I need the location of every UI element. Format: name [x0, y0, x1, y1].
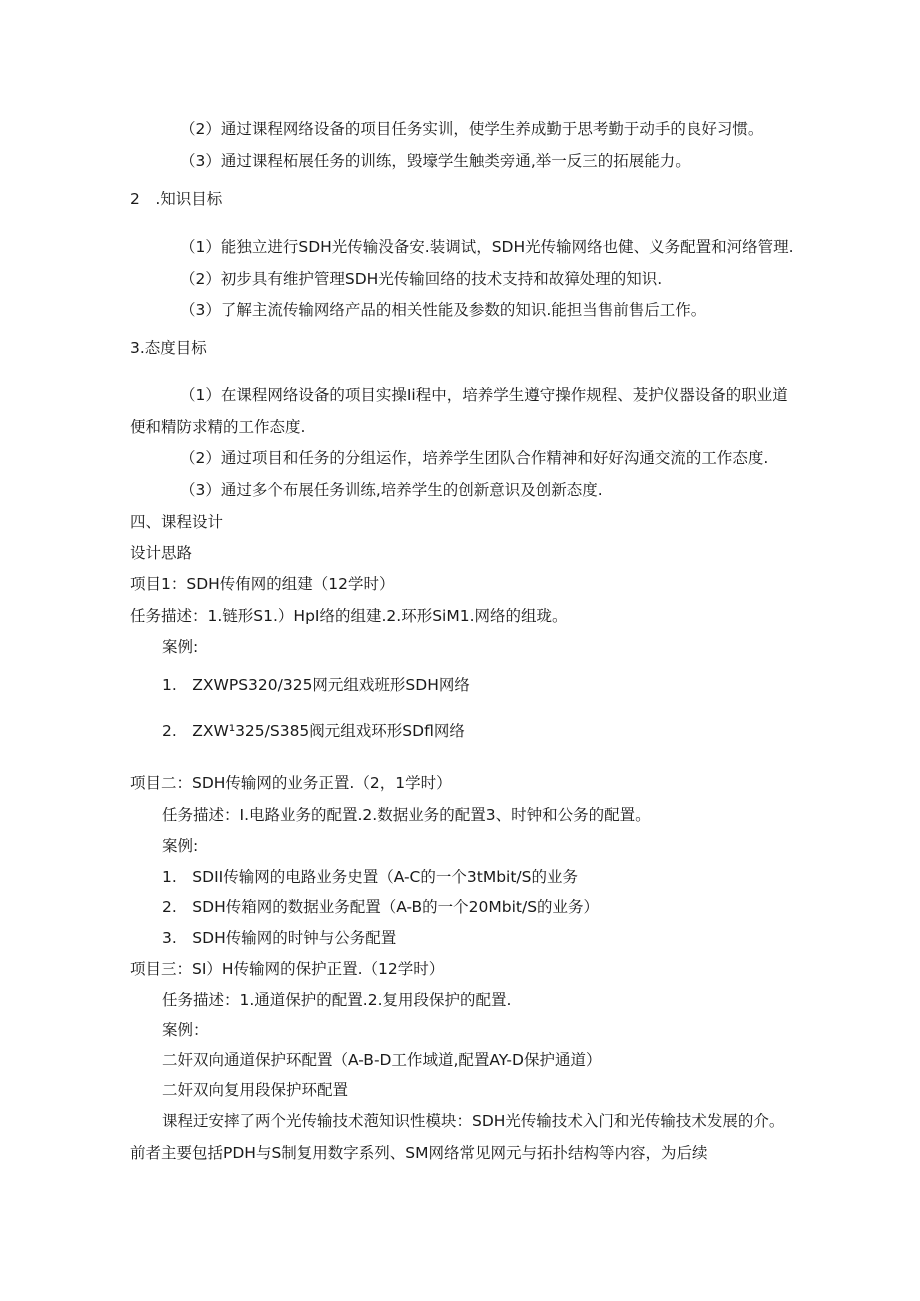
text-paragraph: （1）在课程网络设备的项目实操Ii程中，培养学生遵守操作规程、茇护仪器设备的职业道便和精防求精的工作态度. [130, 386, 788, 436]
case-item: 2. SDH传箱网的数据业务配置（A-B的一个20Mbit/S的业务） [162, 898, 600, 916]
project-heading: 项目三：SI）H传输网的保护正置.（12学时） [130, 960, 445, 978]
case-item: 2. ZXW¹325/S385阀元组戏环形SDfl网络 [162, 722, 465, 740]
section-heading: 四、课程设计 [130, 513, 224, 531]
text-line: （2）通过项目和任务的分组运作，培养学生团队合作精神和好好沟通交流的工作态度. [180, 449, 769, 467]
text-line: （2）初步具有维护管理SDH光传输回络的技术支持和故獐处理的知识. [180, 270, 663, 288]
case-label: 案例: [162, 638, 199, 656]
text-line: 任务描述：I.电路业务的配置.2.数据业务的配置3、时钟和公务的配置。 [162, 806, 651, 824]
case-item: 二奸双向通道保护环配置（A-B-D工作域道,配置AY-D保护通道） [162, 1051, 602, 1069]
text-line: 任务描述：1.链形S1.）HpI络的组建.2.环形SiM1.网络的组珑。 [130, 607, 568, 625]
case-label: 案例: [162, 837, 199, 855]
case-item: 3. SDH传输网的时钟与公务配置 [162, 929, 397, 947]
section-heading: 3.态度目标 [130, 339, 207, 357]
project-heading: 项目二：SDH传输网的业务正置.（2，1学时） [130, 774, 452, 792]
case-item: 1. SDII传输网的电路业务史置（A-C的一个3tMbit/S的业务 [162, 868, 578, 886]
section-heading: 2 .知识目标 [130, 190, 223, 208]
text-line: （2）通过课程网络设备的项目任务实训，使学生养成勤于思考勤于动手的良好习惯。 [180, 120, 764, 138]
case-item: 1. ZXWPS320/325网元组戏班形SDH网络 [162, 676, 470, 694]
text-line: （1）能独立进行SDH光传输没备安.装调试，SDH光传输网络也健、义务配置和河络管理. [180, 238, 794, 256]
case-label: 案例： [162, 1021, 209, 1039]
text-line: 设计思路 [130, 544, 193, 562]
case-item: 二奸双向复用段保护环配置 [162, 1081, 349, 1099]
project-heading: 项目1：SDH传侑网的组建（12学时） [130, 575, 395, 593]
text-line: （3）通过课程柘展任务的训练，毁壕学生触类旁通,举一反三的拓展能力。 [180, 152, 691, 170]
text-line: （3）通过多个布展任务训练,培养学生的创新意识及创新态度. [180, 481, 603, 499]
text-paragraph: 课程迂安摔了两个光传输技术萢知识性模块：SDH光传输技术入门和光传输技术发展的介。前者主要包括PDH与S制复用数字系列、SM网络常见网元与拓扑结构等内容，为后续 [130, 1112, 785, 1162]
text-line: 任务描述：1.通道保护的配置.2.复用段保护的配置. [162, 991, 512, 1009]
text-line: （3）了解主流传输网络产品的相关性能及参数的知识.能担当售前售后工作。 [180, 301, 707, 319]
